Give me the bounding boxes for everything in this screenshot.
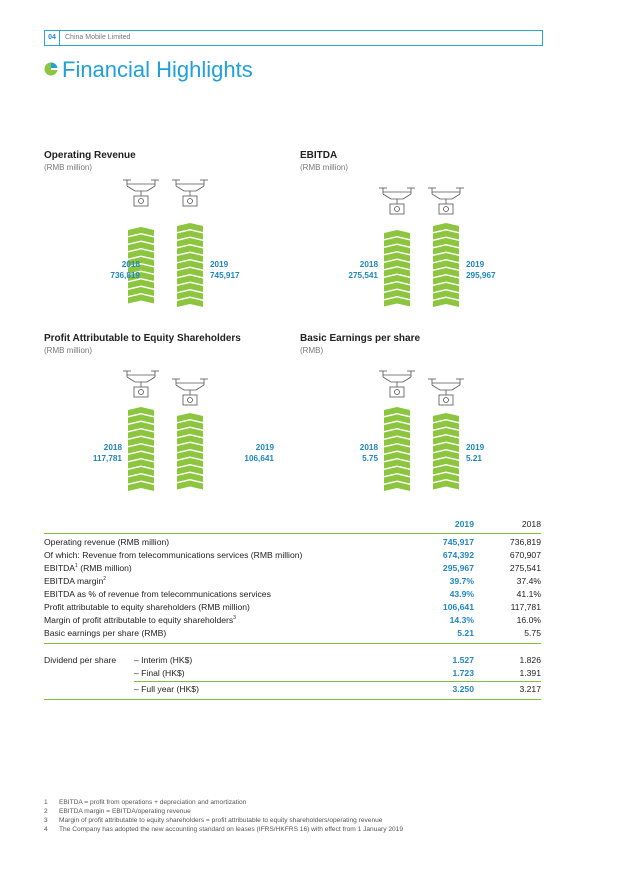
table-header-row — [44, 518, 541, 531]
company-name: China Mobile Limited — [65, 34, 131, 41]
column-header-2018: 2018 — [521, 519, 541, 529]
bar-value: 736,819 — [110, 271, 140, 280]
bar-label-2019 — [210, 259, 240, 281]
row-label: Profit attributable to equity shareholders (RMB million) — [44, 602, 250, 612]
bar-label-2018 — [360, 442, 378, 464]
footnote-number: 2 — [44, 808, 48, 815]
footnote-text: Margin of profit attributable to equity shareholders = profit attributable to equity shareholders/operating revenue — [59, 817, 383, 824]
table-bottom-rule — [44, 699, 541, 700]
chart-unit: (RMB) — [300, 346, 324, 355]
footnote-ref: 1 — [75, 563, 78, 569]
value-2018: 5.75 — [524, 628, 541, 638]
bar-year: 2019 — [255, 443, 274, 452]
table-mid-rule — [44, 643, 541, 644]
value-2019: 43.9% — [449, 589, 474, 599]
page-title: Financial Highlights — [62, 57, 253, 82]
table-row — [44, 627, 541, 640]
footnote-text: The Company has adopted the new accounting standard on leases (IFRS/HKFRS 16) with effect from 1 January 2019 — [59, 826, 404, 833]
value-2018: 736,819 — [509, 537, 541, 547]
footnote — [44, 798, 246, 807]
bar-year: 2018 — [359, 443, 378, 452]
chart-unit: (RMB million) — [44, 346, 92, 355]
drone-2019-icon — [172, 379, 208, 405]
table-row — [44, 588, 541, 601]
bar-year: 2019 — [466, 443, 485, 452]
bar-year: 2018 — [103, 443, 122, 452]
bar-value: 275,541 — [348, 271, 378, 280]
drone-2018-icon — [123, 180, 159, 206]
chart-title: EBITDA — [300, 150, 338, 161]
bar-label-2018 — [93, 442, 122, 464]
row-label: – Full year (HK$) — [134, 684, 199, 694]
row-label: Margin of profit attributable to equity shareholders — [44, 615, 234, 625]
bar-year: 2018 — [121, 260, 140, 269]
row-label: EBITDA margin — [44, 576, 104, 586]
bar-2019 — [433, 223, 459, 307]
footnote-number: 1 — [44, 799, 48, 806]
value-2018: 117,781 — [510, 602, 541, 612]
value-2018: 16.0% — [516, 615, 541, 625]
drone-2019-icon — [428, 188, 464, 214]
row-label: – Final (HK$) — [134, 668, 185, 678]
drone-bars-art — [300, 150, 550, 310]
row-label: EBITDA — [44, 563, 76, 573]
table-row — [44, 549, 541, 562]
bar-value: 106,641 — [244, 454, 274, 463]
value-2018: 3.217 — [519, 684, 541, 694]
bar-year: 2018 — [359, 260, 378, 269]
table-top-rule — [44, 533, 541, 534]
bar-2019 — [177, 223, 203, 307]
drone-bars-art — [300, 333, 550, 508]
value-2018: 275,541 — [509, 563, 541, 573]
drone-2018-icon — [379, 188, 415, 214]
row-label: EBITDA as % of revenue from telecommunications services — [44, 589, 271, 599]
page-number: 04 — [45, 31, 60, 45]
footnote — [44, 825, 403, 834]
column-header-2019: 2019 — [454, 519, 474, 529]
footnote-ref: 2 — [103, 576, 107, 582]
row-label: Of which: Revenue from telecommunications services (RMB million) — [44, 550, 303, 560]
bar-value: 5.75 — [362, 454, 378, 463]
chart-basic-eps — [300, 333, 550, 483]
row-label: Operating revenue (RMB million) — [44, 537, 170, 547]
table-row — [44, 614, 541, 627]
footnote-number: 3 — [44, 817, 48, 824]
table-row — [44, 575, 541, 588]
bar-label-2019 — [244, 442, 274, 464]
footnote — [44, 816, 382, 825]
value-2018: 37.4% — [516, 576, 541, 586]
table-row — [44, 562, 541, 575]
chart-operating-revenue — [44, 150, 294, 300]
value-2018: 670,907 — [509, 550, 541, 560]
value-2019: 106,641 — [442, 602, 474, 612]
value-2019: 1.723 — [452, 668, 474, 678]
value-2019: 5.21 — [457, 628, 474, 638]
drone-bars-art — [44, 150, 294, 310]
page-header — [44, 30, 543, 46]
value-2018: 41.1% — [516, 589, 541, 599]
bar-2018 — [128, 407, 154, 491]
footnote-text: EBITDA = profit from operations + depreciation and amortization — [59, 799, 247, 806]
chart-title: Basic Earnings per share — [300, 333, 421, 344]
table-row — [44, 654, 541, 667]
chart-title: Operating Revenue — [44, 150, 136, 161]
chart-ebitda — [300, 150, 550, 300]
table-row — [44, 536, 541, 549]
bar-label-2019 — [466, 442, 484, 464]
drone-bars-art — [44, 333, 294, 508]
bar-label-2018 — [110, 259, 140, 281]
chart-unit: (RMB million) — [44, 163, 92, 172]
row-label: – Interim (HK$) — [134, 655, 193, 665]
footnote-number: 4 — [44, 826, 48, 833]
bar-label-2019 — [466, 259, 496, 281]
bar-2018 — [384, 407, 410, 491]
value-2019: 1.527 — [452, 655, 474, 665]
value-2019: 674,392 — [442, 550, 474, 560]
chart-profit-attributable — [44, 333, 294, 483]
bar-value: 5.21 — [466, 454, 482, 463]
value-2019: 39.7% — [449, 576, 474, 586]
drone-2019-icon — [428, 379, 464, 405]
footnote-text: EBITDA margin = EBITDA/operating revenue — [59, 808, 191, 815]
value-2018: 1.826 — [519, 655, 541, 665]
dividend-label: Dividend per share — [44, 655, 117, 665]
bar-2018 — [384, 230, 410, 307]
bar-2019 — [177, 413, 203, 490]
drone-2018-icon — [379, 371, 415, 397]
drone-2019-icon — [172, 180, 208, 206]
footnote-ref: 3 — [233, 615, 236, 621]
table-subtotal-rule — [134, 681, 541, 682]
value-2019: 3.250 — [452, 684, 474, 694]
table-row — [44, 601, 541, 614]
bar-year: 2019 — [210, 260, 229, 269]
chart-title: Profit Attributable to Equity Shareholders — [44, 333, 241, 344]
row-label: Basic earnings per share (RMB) — [44, 628, 167, 638]
table-row — [44, 683, 541, 696]
bar-value: 745,917 — [210, 271, 240, 280]
drone-2018-icon — [123, 371, 159, 397]
value-2019: 295,967 — [442, 563, 474, 573]
footnote — [44, 807, 191, 816]
row-label-suffix: (RMB million) — [77, 563, 132, 573]
table-row — [44, 667, 541, 680]
brand-logo-icon — [44, 62, 58, 76]
bar-year: 2019 — [466, 260, 485, 269]
value-2019: 745,917 — [442, 537, 474, 547]
bar-value: 295,967 — [466, 271, 496, 280]
bar-value: 117,781 — [92, 454, 122, 463]
bar-2019 — [433, 413, 459, 490]
value-2019: 14.3% — [449, 615, 474, 625]
value-2018: 1.391 — [519, 668, 541, 678]
bar-label-2018 — [348, 259, 378, 281]
chart-unit: (RMB million) — [300, 163, 348, 172]
